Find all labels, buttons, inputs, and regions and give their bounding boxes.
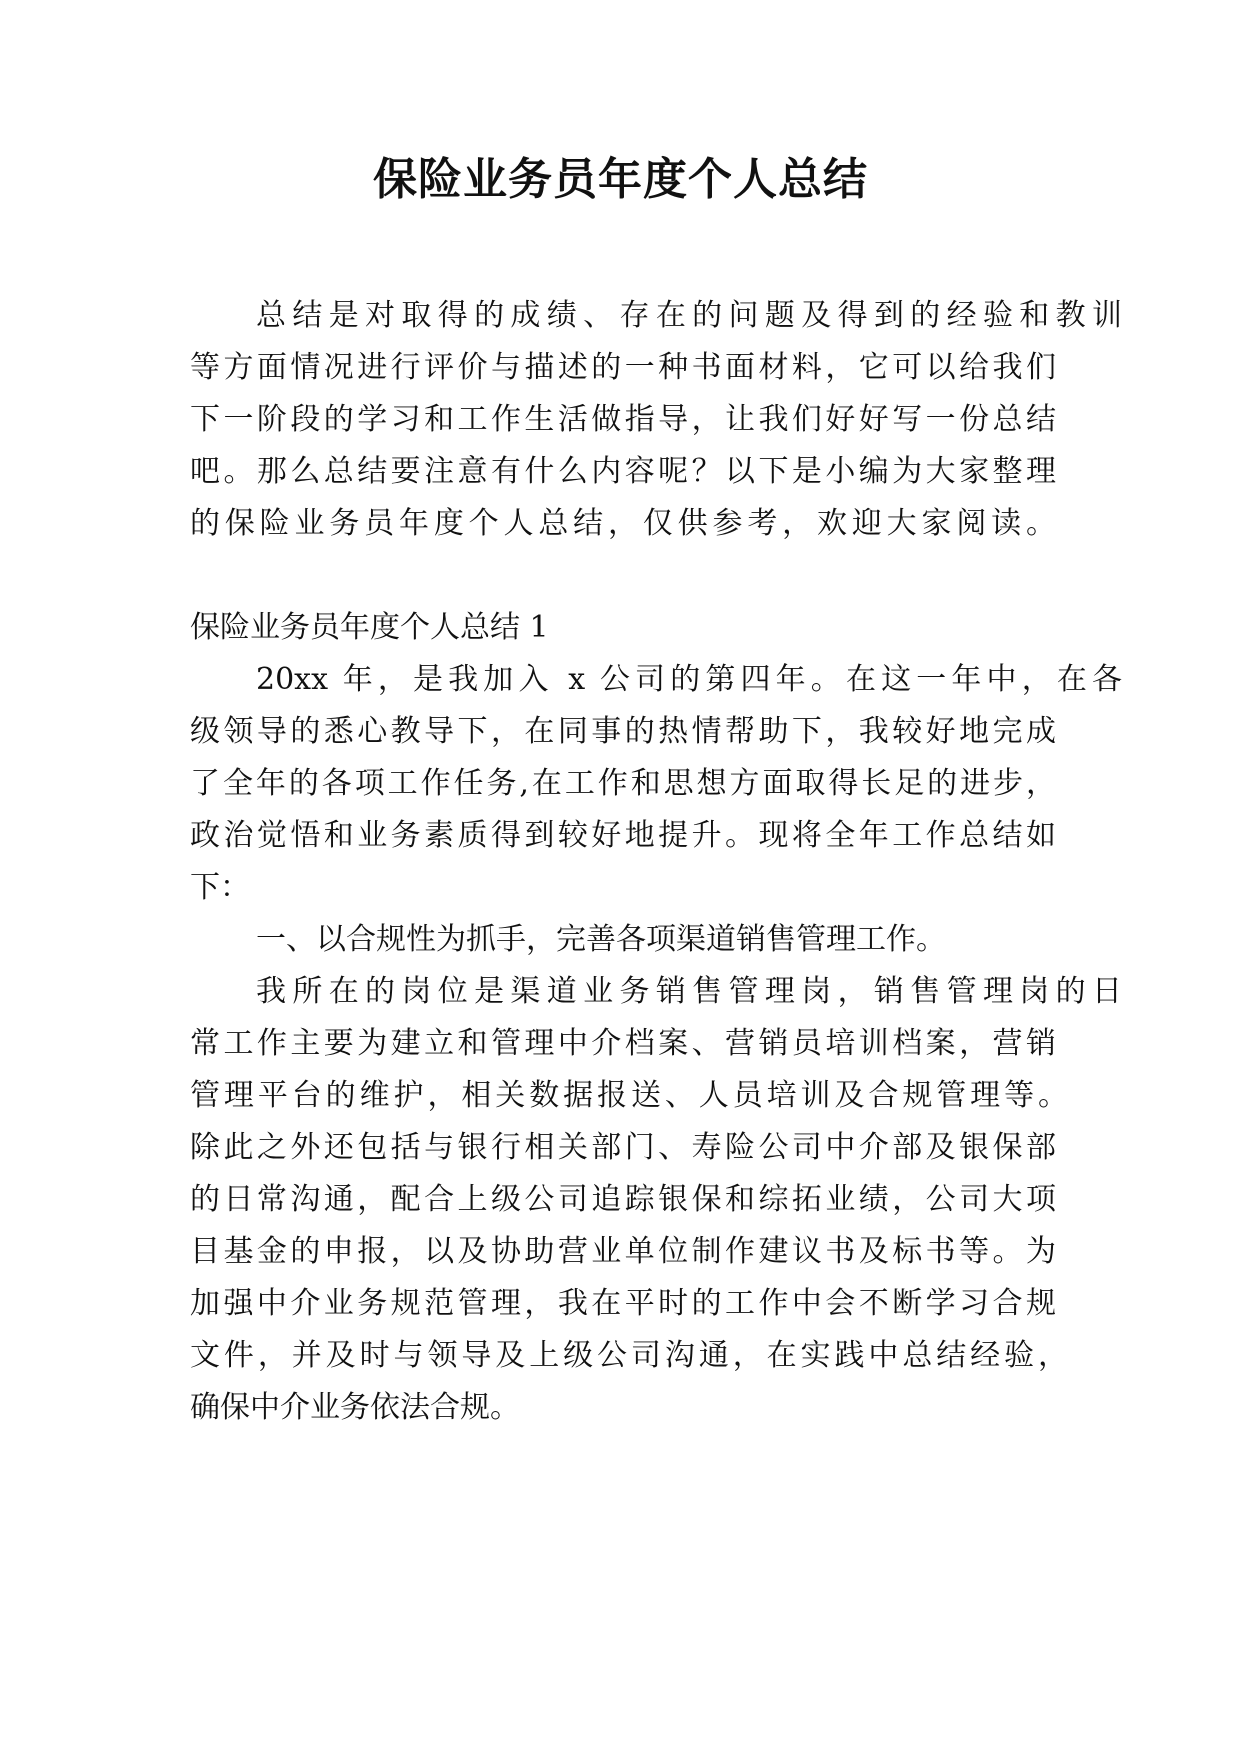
intro-line: 下一阶段的学习和工作生活做指导，让我们好好写一份总结 — [190, 402, 1056, 437]
paragraph-line: 除此之外还包括与银行相关部门、寿险公司中介部及银保部 — [190, 1130, 1056, 1165]
paragraph-line: 加强中介业务规范管理，我在平时的工作中会不断学习合规 — [190, 1286, 1056, 1321]
intro-line: 等方面情况进行评价与描述的一种书面材料，它可以给我们 — [190, 350, 1056, 385]
intro-line: 的保险业务员年度个人总结，仅供参考，欢迎大家阅读。 — [190, 506, 1056, 541]
paragraph-line: 20xx 年，是我加入 x 公司的第四年。在这一年中，在各 — [256, 662, 1122, 697]
paragraph-line: 常工作主要为建立和管理中介档案、营销员培训档案，营销 — [190, 1026, 1056, 1061]
paragraph-line: 政治觉悟和业务素质得到较好地提升。现将全年工作总结如 — [190, 818, 1056, 853]
intro-line: 吧。那么总结要注意有什么内容呢？以下是小编为大家整理 — [190, 454, 1056, 489]
paragraph-line: 目基金的申报，以及协助营业单位制作建议书及标书等。为 — [190, 1234, 1056, 1269]
paragraph-line: 的日常沟通，配合上级公司追踪银保和综拓业绩，公司大项 — [190, 1182, 1056, 1217]
paragraph-line: 管理平台的维护，相关数据报送、人员培训及合规管理等。 — [190, 1078, 1068, 1113]
intro-line: 总结是对取得的成绩、存在的问题及得到的经验和教训 — [256, 298, 1122, 333]
paragraph-line: 文件，并及时与领导及上级公司沟通，在实践中总结经验， — [190, 1338, 1068, 1373]
paragraph-line: 了全年的各项工作任务,在工作和思想方面取得长足的进步， — [190, 766, 1056, 801]
paragraph-line: 我所在的岗位是渠道业务销售管理岗，销售管理岗的日 — [256, 974, 1122, 1009]
section-heading: 保险业务员年度个人总结 1 — [190, 610, 549, 645]
subheading: 一、以合规性为抓手，完善各项渠道销售管理工作。 — [256, 922, 946, 957]
paragraph-line: 下： — [190, 870, 250, 905]
document-title: 保险业务员年度个人总结 — [373, 154, 868, 205]
paragraph-line: 确保中介业务依法合规。 — [190, 1390, 520, 1425]
paragraph-line: 级领导的悉心教导下，在同事的热情帮助下，我较好地完成 — [190, 714, 1056, 749]
